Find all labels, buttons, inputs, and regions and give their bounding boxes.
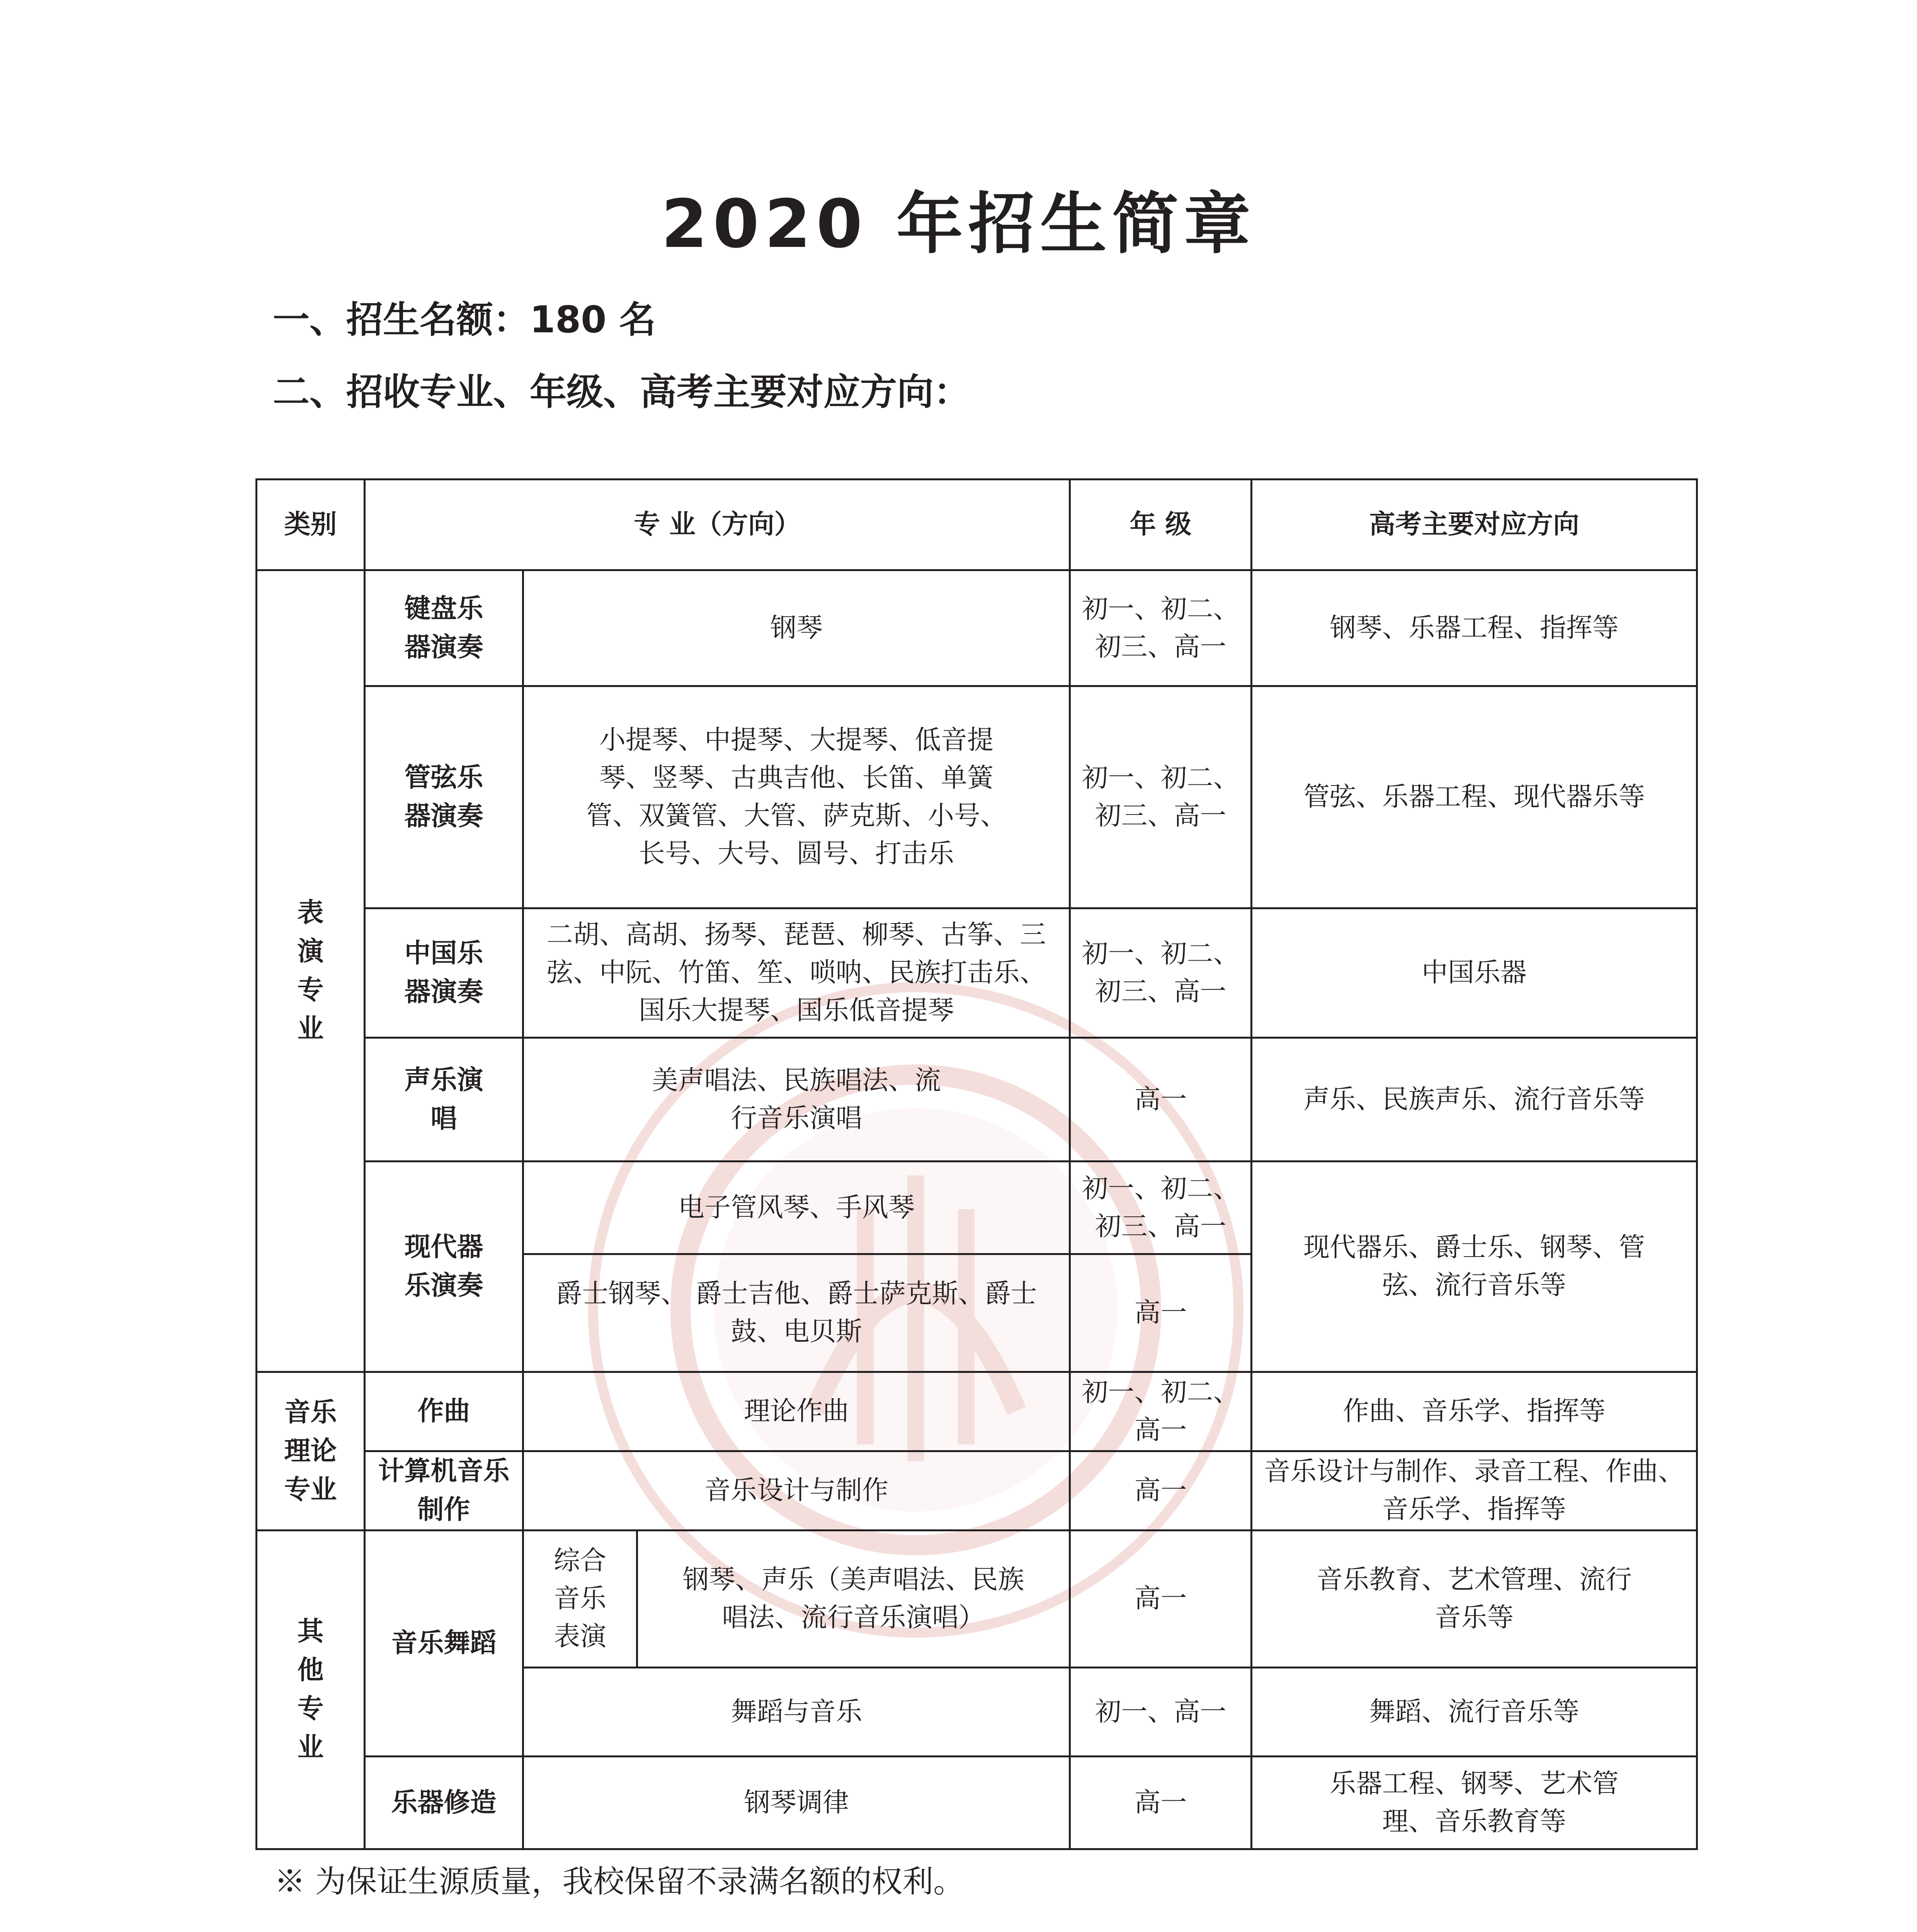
row-orchestral-name: 管弦乐器演奏: [365, 686, 523, 908]
section-quota-heading: 一、招生名额：180 名: [273, 299, 656, 341]
quota-note: ※ 为保证生源质量，我校保留不录满名额的权利。: [274, 1864, 964, 1900]
row-music-dance-major-a: 钢琴、声乐（美声唱法、民族唱法、流行音乐演唱）: [637, 1531, 1070, 1668]
row-music-dance-direction-b: 舞蹈、流行音乐等: [1252, 1668, 1697, 1757]
row-modern-major-b: 爵士钢琴、 爵士吉他、爵士萨克斯、爵士鼓、电贝斯: [523, 1254, 1070, 1372]
row-composition-direction: 作曲、音乐学、指挥等: [1252, 1372, 1697, 1451]
row-modern-direction: 现代器乐、爵士乐、钢琴、管弦、流行音乐等: [1252, 1162, 1697, 1372]
header-category: 类别: [257, 480, 365, 570]
row-composition-grade: 初一、初二、高一: [1070, 1372, 1252, 1451]
row-repair-direction: 乐器工程、钢琴、艺术管理、音乐教育等: [1252, 1757, 1697, 1849]
row-chinese-grade: 初一、初二、初三、高一: [1070, 908, 1252, 1038]
group-other: 其他专业: [257, 1531, 365, 1849]
row-computer-direction: 音乐设计与制作、录音工程、作曲、音乐学、指挥等: [1252, 1451, 1697, 1531]
row-chinese-direction: 中国乐器: [1252, 908, 1697, 1038]
row-orchestral-direction: 管弦、乐器工程、现代器乐等: [1252, 686, 1697, 908]
majors-table: [255, 478, 1698, 1850]
row-chinese-name: 中国乐器演奏: [365, 908, 523, 1038]
row-orchestral-major: 小提琴、中提琴、大提琴、低音提琴、竖琴、古典吉他、长笛、单簧管、双簧管、大管、萨克斯、小号、长号、大号、圆号、打击乐: [523, 686, 1070, 908]
row-modern-name: 现代器乐演奏: [365, 1162, 523, 1372]
row-repair-name: 乐器修造: [365, 1757, 523, 1849]
row-modern-grade-b: 高一: [1070, 1254, 1252, 1372]
group-theory: 音乐理论专业: [257, 1372, 365, 1531]
row-keyboard-grade: 初一、初二、初三、高一: [1070, 570, 1252, 686]
row-chinese-major: 二胡、高胡、扬琴、琵琶、柳琴、古筝、三弦、中阮、竹笛、笙、唢呐、民族打击乐、国乐大提琴、国乐低音提琴: [523, 908, 1070, 1038]
row-keyboard-name: 键盘乐器演奏: [365, 570, 523, 686]
row-orchestral-grade: 初一、初二、初三、高一: [1070, 686, 1252, 908]
header-grade: 年 级: [1070, 480, 1252, 570]
row-keyboard-direction: 钢琴、乐器工程、指挥等: [1252, 570, 1697, 686]
page-title: 2020 年招生简章: [661, 185, 1256, 263]
row-computer-major: 音乐设计与制作: [523, 1451, 1070, 1531]
row-vocal-name: 声乐演唱: [365, 1038, 523, 1162]
row-composition-name: 作曲: [365, 1372, 523, 1451]
row-repair-grade: 高一: [1070, 1757, 1252, 1849]
row-keyboard-major: 钢琴: [523, 570, 1070, 686]
header-major: 专 业（方向）: [365, 480, 1070, 570]
row-music-dance-major-b: 舞蹈与音乐: [523, 1668, 1070, 1757]
row-music-dance-direction-a: 音乐教育、艺术管理、流行音乐等: [1252, 1531, 1697, 1668]
row-computer-grade: 高一: [1070, 1451, 1252, 1531]
row-music-dance-name: 音乐舞蹈: [365, 1531, 523, 1757]
row-music-dance-grade-b: 初一、高一: [1070, 1668, 1252, 1757]
row-vocal-direction: 声乐、民族声乐、流行音乐等: [1252, 1038, 1697, 1162]
group-performance: 表演专业: [257, 570, 365, 1372]
row-vocal-grade: 高一: [1070, 1038, 1252, 1162]
row-composition-major: 理论作曲: [523, 1372, 1070, 1451]
row-modern-major-a: 电子管风琴、手风琴: [523, 1162, 1070, 1254]
header-direction: 高考主要对应方向: [1252, 480, 1697, 570]
section-majors-heading: 二、招收专业、年级、高考主要对应方向：: [273, 371, 971, 413]
row-music-dance-sub: 综合音乐表演: [523, 1531, 637, 1668]
row-vocal-major: 美声唱法、民族唱法、流行音乐演唱: [523, 1038, 1070, 1162]
row-modern-grade-a: 初一、初二、初三、高一: [1070, 1162, 1252, 1254]
row-computer-name: 计算机音乐制作: [365, 1451, 523, 1531]
row-music-dance-grade-a: 高一: [1070, 1531, 1252, 1668]
row-repair-major: 钢琴调律: [523, 1757, 1070, 1849]
